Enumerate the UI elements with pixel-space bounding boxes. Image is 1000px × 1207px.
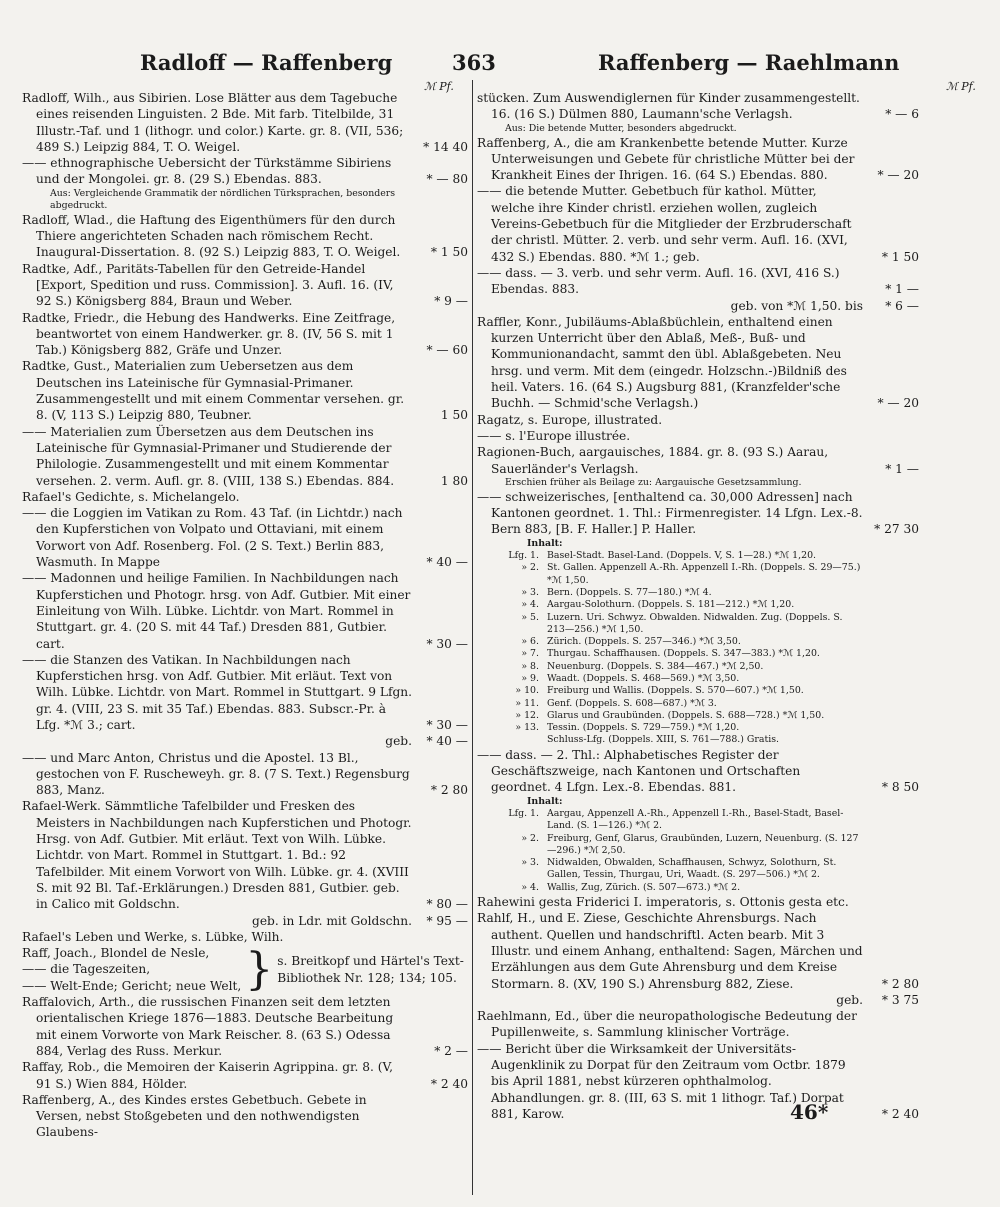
entry-text: geb. xyxy=(836,992,863,1007)
contents-part-text: Waadt. (Doppels. S. 468—569.) *ℳ 3,50. xyxy=(547,672,740,684)
bibliography-entry xyxy=(22,1059,468,1092)
contents-row xyxy=(487,612,863,637)
entry-text: Ragionen-Buch, aargauisches, 1884. gr. 8. (93 S.) Aarau, Sauerländer's Verlagsh. xyxy=(477,445,829,476)
entry-price: * 1 50 xyxy=(881,249,919,264)
entry-text: Rahewini gesta Friderici I. imperatoris, s. Ottonis gesta etc. xyxy=(477,895,849,910)
entry-text: —— die Loggien im Vatikan zu Rom. 43 Taf. (in Lichtdr.) nach den Kupferstichen von Volpato und Ottaviani, mit einem Vorwort von Adf. Rosenberg. Fol. (2 S. Text.) Berlin 883, Wasmuth. In Mappe xyxy=(22,506,403,570)
bibliography-entry xyxy=(22,424,468,489)
entry-price: * 40 — xyxy=(426,555,468,570)
contents-part-text: St. Gallen. Appenzell A.-Rh. Appenzell I.-Rh. (Doppels. S. 29—75.) *ℳ 1,50. xyxy=(547,562,861,586)
contents-part-text: Luzern. Uri. Schwyz. Obwalden. Nidwalden. Zug. (Doppels. S. 213—256.) *ℳ 1,50. xyxy=(547,611,843,635)
entry-price: * 80 — xyxy=(426,897,468,912)
signature-mark: 46* xyxy=(790,1100,829,1124)
contents-part-text: Tessin. (Doppels. S. 729—759.) *ℳ 1,20. xyxy=(547,722,740,734)
entry-text: Rafael-Werk. Sämmtliche Tafelbilder und Fresken des Meisters in Nachbildungen nach Kupferstichen und Photogr. Hrsg. von Adf. Gutbier. Mit erläut. Text von Wilh. Lübke. Lichtdr. von Mart. Rommel in Stuttgart. 1. Bd.: 92 Tafelbilder. Mit einem Vorwort von Wilh. Lübke. gr. 4. (XVIII S. mit 92 Bl. Taf.-Erklärungen.) Dresden 881, Gutbier. geb. in Calico mit Goldschn. xyxy=(22,799,412,912)
entry-price: 1 80 xyxy=(440,473,468,488)
contents-part-label: » 10. xyxy=(515,685,539,697)
entry-text: stücken. Zum Auswendiglernen für Kinder zusammengestellt. 16. (16 S.) Dülmen 880, Laumann'sche Verlagsh. xyxy=(477,91,860,122)
bibliography-entry xyxy=(477,90,919,123)
entry-text: Rafael's Gedichte, s. Michelangelo. xyxy=(22,489,240,504)
contents-row xyxy=(487,661,863,673)
bibliography-entry xyxy=(477,894,919,910)
page-number-top: 363 xyxy=(452,50,496,75)
contents-part-label: Lfg. 1. xyxy=(508,807,539,819)
entry-text: geb. in Ldr. mit Goldschn. xyxy=(252,913,412,928)
bibliography-entry xyxy=(22,261,468,310)
contents-part-text: Neuenburg. (Doppels. S. 384—467.) *ℳ 2,50. xyxy=(547,660,764,672)
contents-part-label: » 3. xyxy=(521,857,539,869)
contents-part-label: » 11. xyxy=(515,697,539,709)
entry-price: * 2 — xyxy=(434,1043,468,1058)
bibliography-entry xyxy=(22,798,468,912)
bibliography-entry xyxy=(22,733,468,749)
contents-row xyxy=(487,550,863,562)
bibliography-entry xyxy=(22,90,468,155)
contents-part-text: Basel-Stadt. Basel-Land. (Doppels. V, S. 1—28.) *ℳ 1,20. xyxy=(547,550,817,562)
entry-text: Radloff, Wlad., die Haftung des Eigenthümers für den durch Thiere angerichteten Schaden nach römischem Recht. Inaugural-Dissertation. 8. (92 S.) Leipzig 883, T. O. Weigel. xyxy=(22,212,401,260)
bibliography-entry xyxy=(22,505,468,570)
entry-text: —— Madonnen und heilige Familien. In Nachbildungen nach Kupferstichen und Photogr. hrsg. von Adf. Gutbier. Mit einer Einleitung von Wilh. Lübke. Lichtdr. von Mart. Rommel in Stuttgart. gr. 4. (20 S. mit 44 Taf.) Dresden 881, Gutbier. cart. xyxy=(22,571,411,651)
contents-part-text: Thurgau. Schaffhausen. (Doppels. S. 347—383.) *ℳ 1,20. xyxy=(547,648,820,660)
currency-label-left: ℳ Pf. xyxy=(424,80,454,93)
bibliography-entry xyxy=(477,314,919,412)
entry-price: * — 20 xyxy=(877,396,919,411)
entry-text: Raffenberg, A., die am Krankenbette betende Mutter. Kurze Unterweisungen und Gebete für christliche Mütter bei der Krankheit Eines der Ihrigen. 16. (64 S.) Ebendas. 880. xyxy=(477,135,855,183)
contents-row xyxy=(487,857,863,882)
bibliography-entry xyxy=(22,1092,468,1141)
entry-text: —— Materialien zum Übersetzen aus dem Deutschen ins Lateinische für Gymnasial-Primaner und Studierende der Philologie. Zusammengestellt und mit einem Kommentar versehen. 2. verm. Aufl. gr. 8. (VIII, 138 S.) Ebendas. 884. xyxy=(22,424,395,488)
entry-text: Raffay, Rob., die Memoiren der Kaiserin Agrippina. gr. 8. (V, 91 S.) Wien 884, Hölder. xyxy=(22,1060,394,1091)
contents-part-label xyxy=(487,734,547,746)
entry-text: —— und Marc Anton, Christus und die Apostel. 13 Bl., gestochen von F. Ruscheweyh. gr. 8. (7 S. Text.) Regensburg 883, Manz. xyxy=(22,750,410,798)
contents-row xyxy=(487,808,863,833)
contents-heading: Inhalt: xyxy=(527,795,563,807)
entry-price: * 6 — xyxy=(885,298,919,313)
entry-text: geb. xyxy=(385,734,412,749)
entry-text: Raffalovich, Arth., die russischen Finanzen seit dem letzten orientalischen Kriege 1876—1883. Deutsche Bearbeitung mit einem Vorworte von Mark Reischer. 8. (63 S.) Odessa 884, Verlag des Russ. Merkur. xyxy=(22,995,394,1058)
contents-part-text: Nidwalden, Obwalden, Schaffhausen, Schwyz, Solothurn, St. Gallen, Tessin, Thurgau, Uri, Waadt. (S. 297—506.) *ℳ 2. xyxy=(547,857,837,881)
entry-text: Radtke, Adf., Paritäts-Tabellen für den Getreide-Handel [Export, Spedition und russ. Commission]. 3. Aufl. 16. (IV, 92 S.) Königsberg 884, Braun und Weber. xyxy=(22,261,394,309)
header-left-title: Radloff — Raffenberg xyxy=(140,50,393,75)
entry-text: —— Bericht über die Wirksamkeit der Universitäts-Augenklinik zu Dorpat für den Zeitraum vom Octbr. 1879 bis April 1881, nebst kürzeren ophthalmolog. Abhandlungen. gr. 8. (III, 63 S. mit 1 lithogr. Taf.) Dorpat 881, Karow. xyxy=(477,1041,846,1121)
entry-text: Rafael's Leben und Werke, s. Lübke, Wilh. xyxy=(22,929,284,944)
entry-text: Aus: Die betende Mutter, besonders abgedruckt. xyxy=(505,122,737,134)
contents-row xyxy=(487,722,863,734)
bibliography-entry xyxy=(477,992,919,1008)
contents-row xyxy=(487,882,863,894)
contents-part-text: Aargau, Appenzell A.-Rh., Appenzell I.-Rh., Basel-Stadt, Basel-Land. (S. 1—126.) *ℳ 2. xyxy=(547,807,844,832)
contents-row xyxy=(487,562,863,587)
entry-text: Raffenberg, A., des Kindes erstes Gebetbuch. Gebete in Versen, nebst Stoßgebeten und den nothwendigsten Glaubens- xyxy=(22,1092,367,1140)
brace-entry: —— Welt-Ende; Gericht; neue Welt, xyxy=(22,978,242,993)
entry-text: Raehlmann, Ed., über die neuropathologische Bedeutung der Pupillenweite, s. Sammlung klinischer Vorträge. xyxy=(477,1009,857,1040)
bibliography-entry xyxy=(477,183,919,264)
contents-row xyxy=(487,648,863,660)
contents-row xyxy=(487,636,863,648)
bibliography-entry xyxy=(22,994,468,1059)
contents-part-label: Lfg. 1. xyxy=(508,550,539,562)
brace-reference: s. Breitkopf und Härtel's Text-Bibliothek Nr. 128; 134; 105. xyxy=(277,954,464,985)
entry-price: * 27 30 xyxy=(874,522,919,537)
entry-text: —— dass. — 2. Thl.: Alphabetisches Register der Geschäftszweige, nach Kantonen und Ortschaften geordnet. 4 Lfgn. Lex.-8. Ebendas. 881. xyxy=(477,747,801,795)
entry-text: geb. von *ℳ 1,50. bis xyxy=(730,298,863,313)
entry-text: —— die betende Mutter. Gebetbuch für kathol. Mütter, welche ihre Kinder christl. erziehen wollen, zugleich Vereins-Gebetbuch für die Mitglieder der Erzbruderschaft der christl. Mütter. 2. verb. und sehr verm. Aufl. 16. (XVI, 432 S.) Ebendas. 880. *ℳ 1.; geb. xyxy=(477,184,852,264)
contents-list xyxy=(477,538,919,747)
cross-reference-group xyxy=(22,945,468,994)
bibliography-entry xyxy=(22,310,468,359)
bibliography-entry xyxy=(22,155,468,188)
contents-part-text: Freiburg und Wallis. (Doppels. S. 570—607.) *ℳ 1,50. xyxy=(547,685,804,697)
entry-price: * 2 40 xyxy=(430,1076,468,1091)
entry-price: * 8 50 xyxy=(881,780,919,795)
contents-row xyxy=(487,587,863,599)
entry-text: Raffler, Konr., Jubiläums-Ablaßbüchlein, enthaltend einen kurzen Unterricht über den Ablaß, Meß-, Buß- und Kommunionandacht, sammt den übl. Ablaßgebeten. Neu hrsg. und verm. Mit dem (eingedr. Holzschn.-)Bildniß des heil. Vaters. 16. (64 S.) Augsburg 881, (Kranzfelder'sche Buchh. — Schmid'sche Verlagsh.) xyxy=(477,314,847,411)
bibliography-entry xyxy=(477,489,919,538)
contents-part-label: » 9. xyxy=(521,672,539,684)
contents-part-text: Schluss-Lfg. (Doppels. XIII, S. 761—788.) Gratis. xyxy=(547,734,780,746)
entry-price: * 40 — xyxy=(426,734,468,749)
bibliography-entry xyxy=(477,412,919,428)
entry-price: * 3 75 xyxy=(881,992,919,1007)
contents-row xyxy=(487,833,863,858)
entry-text: Erschien früher als Beilage zu: Aargauische Gesetzsammlung. xyxy=(505,476,802,488)
entry-price: * 30 — xyxy=(426,717,468,732)
contents-part-label: » 5. xyxy=(521,611,539,623)
entry-text: —— s. l'Europe illustrée. xyxy=(477,428,631,443)
bibliography-entry xyxy=(477,1008,919,1041)
entry-price: * 1 — xyxy=(885,282,919,297)
contents-part-label: » 12. xyxy=(515,709,539,721)
entry-text: Radtke, Friedr., die Hebung des Handwerks. Eine Zeitfrage, beantwortet von einem Handwerker. gr. 8. (IV, 56 S. mit 1 Tab.) Königsberg 882, Gräfe und Unzer. xyxy=(22,310,396,358)
bibliography-entry xyxy=(22,913,468,929)
contents-part-label: » 2. xyxy=(521,562,539,574)
contents-part-text: Zürich. (Doppels. S. 257—346.) *ℳ 3,50. xyxy=(547,636,741,648)
contents-part-text: Glarus und Graubünden. (Doppels. S. 688—728.) *ℳ 1,50. xyxy=(547,709,825,721)
bibliography-entry xyxy=(22,750,468,799)
currency-label-right: ℳ Pf. xyxy=(946,80,976,93)
entry-note xyxy=(477,123,919,135)
bibliography-entry xyxy=(477,1041,919,1122)
contents-part-label: » 4. xyxy=(521,881,539,893)
entry-text: Aus: Vergleichende Grammatik der nördlichen Türksprachen, besonders abgedruckt. xyxy=(50,187,396,211)
brace-entry: Raff, Joach., Blondel de Nesle, xyxy=(22,946,210,961)
bibliography-entry xyxy=(22,652,468,733)
bibliography-entry xyxy=(477,444,919,477)
contents-row xyxy=(487,710,863,722)
contents-part-label: » 3. xyxy=(521,586,539,598)
bibliography-entry xyxy=(22,570,468,651)
entry-text: Rahlf, H., und E. Ziese, Geschichte Ahrensburgs. Nach authent. Quellen und handschriftl. Acten bearb. Mit 3 Illustr. und einem Anhang, enthaltend: Sagen, Märchen und Erzählungen aus dem Gute Ahrensburg und dem Kreise Stormarn. 8. (XV, 190 S.) Ahrensburg 882, Ziese. xyxy=(477,911,863,991)
brace-entry: —— die Tageszeiten, xyxy=(22,962,151,977)
contents-row xyxy=(487,685,863,697)
entry-text: Radtke, Gust., Materialien zum Uebersetzen aus dem Deutschen ins Lateinische für Gymnasial-Primaner. Zusammengestellt und mit einem Commentar versehen. gr. 8. (V, 113 S.) Leipzig 880, Teubner. xyxy=(22,359,405,423)
contents-row xyxy=(487,673,863,685)
entry-price: * — 60 xyxy=(426,343,468,358)
contents-part-text: Bern. (Doppels. S. 77—180.) *ℳ 4. xyxy=(547,586,712,598)
bibliography-entry xyxy=(477,428,919,444)
entry-price: * — 6 xyxy=(885,107,919,122)
entry-price: * 2 80 xyxy=(430,783,468,798)
bibliography-entry xyxy=(477,298,919,314)
entry-price: * 2 40 xyxy=(881,1106,919,1121)
entry-price: * 14 40 xyxy=(423,139,468,154)
bibliography-entry xyxy=(477,747,919,796)
bibliography-entry xyxy=(22,212,468,261)
entry-price: * 1 — xyxy=(885,461,919,476)
contents-part-text: Wallis, Zug, Zürich. (S. 507—673.) *ℳ 2. xyxy=(547,881,741,893)
entry-text: Radloff, Wilh., aus Sibirien. Lose Blätter aus dem Tagebuche eines reisenden Linguisten. 2 Bde. Mit farb. Titelbilde, 31 Illustr.-Taf. und 1 (lithogr. und color.) Karte. gr. 8. (VII, 536; 489 S.) Leipzig 884, T. O. Weigel. xyxy=(22,91,404,154)
bibliography-entry xyxy=(22,489,468,505)
column-divider xyxy=(472,80,473,1195)
entry-text: —— schweizerisches, [enthaltend ca. 30,000 Adressen] nach Kantonen geordnet. 1. Thl.: Firmenregister. 14 Lfgn. Lex.-8. Bern 883, [B. F. Haller.] P. Haller. xyxy=(477,489,863,537)
entry-price: * 2 80 xyxy=(881,976,919,991)
bibliography-entry xyxy=(22,358,468,423)
contents-part-label: » 6. xyxy=(521,636,539,648)
contents-list xyxy=(477,796,919,894)
brace-symbol: } xyxy=(245,943,274,995)
contents-part-text: Freiburg, Genf, Glarus, Graubünden, Luzern, Neuenburg. (S. 127—296.) *ℳ 2,50. xyxy=(547,832,859,856)
entry-price: * — 80 xyxy=(426,172,468,187)
entry-text: —— die Stanzen des Vatikan. In Nachbildungen nach Kupferstichen hrsg. von Adf. Gutbier. Mit erläut. Text von Wilh. Lübke. Lichtdr. von Mart. Rommel in Stuttgart. 9 Lfgn. gr. 4. (VIII, 23 S. mit 35 Taf.) Ebendas. 883. Subscr.-Pr. à Lfg. *ℳ 3.; cart. xyxy=(22,652,412,732)
entry-price: * 95 — xyxy=(426,913,468,928)
entry-price: 1 50 xyxy=(440,408,468,423)
contents-row xyxy=(487,599,863,611)
contents-row xyxy=(487,734,863,746)
bibliography-entry xyxy=(477,135,919,184)
entry-price: * 1 50 xyxy=(430,245,468,260)
left-column xyxy=(22,90,468,1141)
entry-text: —— ethnographische Uebersicht der Türkstämme Sibiriens und der Mongolei. gr. 8. (29 S.) Ebendas. 883. xyxy=(22,156,392,187)
entry-price: * 9 — xyxy=(434,294,468,309)
contents-part-label: » 8. xyxy=(521,660,539,672)
bibliography-entry xyxy=(22,929,468,945)
entry-note xyxy=(477,477,919,489)
entry-price: * 30 — xyxy=(426,636,468,651)
bibliography-entry xyxy=(477,910,919,991)
entry-note xyxy=(22,188,468,212)
contents-part-label: » 13. xyxy=(515,722,539,734)
entry-price: * — 20 xyxy=(877,168,919,183)
contents-part-label: » 2. xyxy=(521,832,539,844)
contents-part-text: Genf. (Doppels. S. 608—687.) *ℳ 3. xyxy=(547,697,717,709)
brace-entries xyxy=(22,945,241,994)
header-right-title: Raffenberg — Raehlmann xyxy=(598,50,900,75)
entry-text: Ragatz, s. Europe, illustrated. xyxy=(477,412,663,427)
entry-text: —— dass. — 3. verb. und sehr verm. Aufl. 16. (XVI, 416 S.) Ebendas. 883. xyxy=(477,265,840,297)
contents-part-text: Aargau-Solothurn. (Doppels. S. 181—212.) *ℳ 1,20. xyxy=(547,599,795,611)
contents-heading: Inhalt: xyxy=(527,537,563,549)
right-column xyxy=(477,90,919,1122)
bibliography-entry xyxy=(477,265,919,298)
contents-row xyxy=(487,698,863,710)
contents-part-label: » 4. xyxy=(521,599,539,611)
contents-part-label: » 7. xyxy=(521,648,539,660)
